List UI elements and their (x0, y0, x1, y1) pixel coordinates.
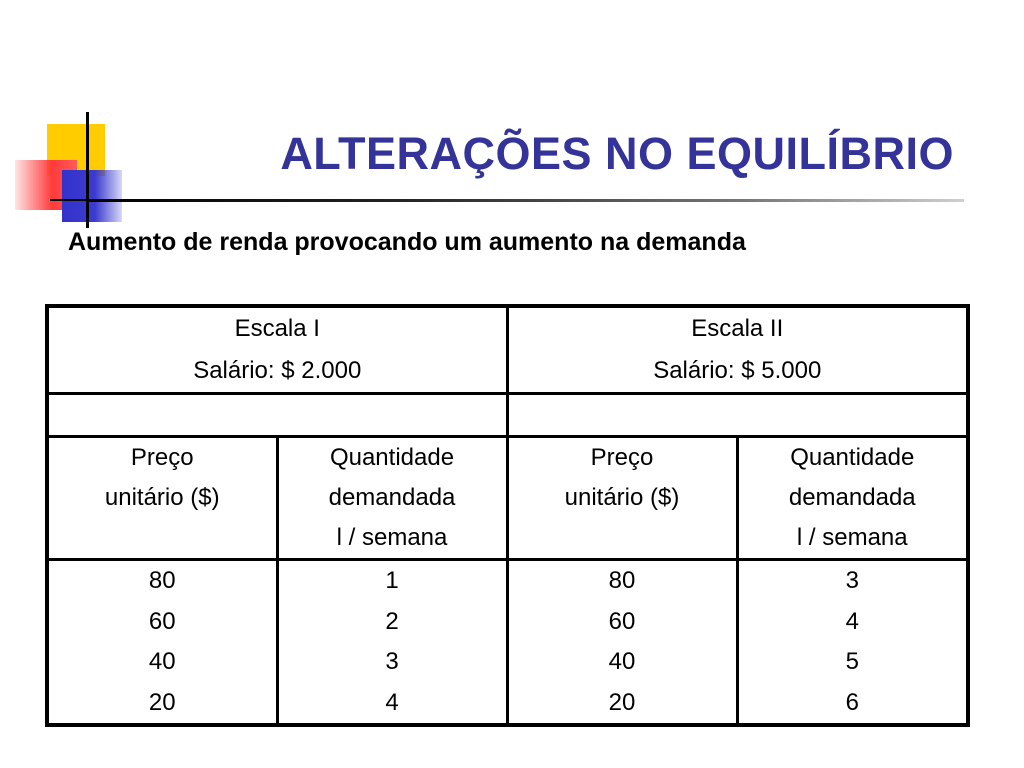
scale-1-price-header (47, 437, 277, 560)
header-line: Preço (130, 444, 194, 471)
table-cell: 6 (845, 688, 859, 716)
table-cell: 3 (845, 567, 859, 594)
table-cell: 3 (385, 648, 399, 675)
scale-2-quantity-header (737, 437, 968, 560)
scale-2-quantity-values (737, 560, 968, 726)
table-cell: 5 (845, 648, 859, 675)
scale-header-row (47, 306, 968, 394)
demand-table (45, 304, 970, 727)
header-line: demandada (328, 484, 456, 511)
scale-2-salary: Salário: $ 5.000 (653, 357, 822, 384)
table-cell: 20 (608, 688, 636, 716)
slide-logo-icon (0, 0, 160, 240)
table-cell: 1 (385, 567, 399, 594)
table-cell: 80 (148, 567, 176, 594)
table-cell: 4 (385, 688, 399, 716)
scale-2-price-header (507, 437, 737, 560)
blank-cell (507, 394, 968, 437)
scale-2-price-values (507, 560, 737, 726)
table-cell: 20 (148, 688, 176, 716)
title-underline-divider (88, 199, 964, 202)
blank-cell (47, 394, 507, 437)
scale-1-price-values (47, 560, 277, 726)
header-line: unitário ($) (564, 484, 680, 511)
header-line: unitário ($) (104, 484, 220, 511)
table-cell: 40 (608, 648, 636, 675)
table-cell: 2 (385, 607, 399, 635)
slide-subtitle: Aumento de renda provocando um aumento na demanda (68, 228, 746, 256)
header-line: Quantidade (790, 444, 915, 471)
table-cell: 60 (608, 607, 636, 635)
scale-1-quantity-values (277, 560, 507, 726)
table-cell: 80 (608, 567, 636, 594)
scale-1-header (47, 306, 507, 394)
column-header-row (47, 437, 968, 560)
slide-title: ALTERAÇÕES NO EQUILÍBRIO (280, 128, 954, 179)
table-cell: 40 (148, 648, 176, 675)
blank-row (47, 394, 968, 437)
scale-1-quantity-header (277, 437, 507, 560)
table-cell: 4 (845, 607, 859, 635)
header-line: Preço (590, 444, 654, 471)
values-row (47, 560, 968, 726)
header-line: demandada (788, 484, 916, 511)
scale-2-header (507, 306, 968, 394)
header-line: Quantidade (329, 444, 455, 471)
header-line: l / semana (336, 524, 448, 551)
scale-2-name: Escala II (691, 315, 784, 342)
header-line: l / semana (796, 524, 908, 551)
scale-1-name: Escala I (234, 315, 320, 342)
scale-1-salary: Salário: $ 2.000 (193, 357, 362, 384)
table-cell: 60 (148, 607, 176, 635)
